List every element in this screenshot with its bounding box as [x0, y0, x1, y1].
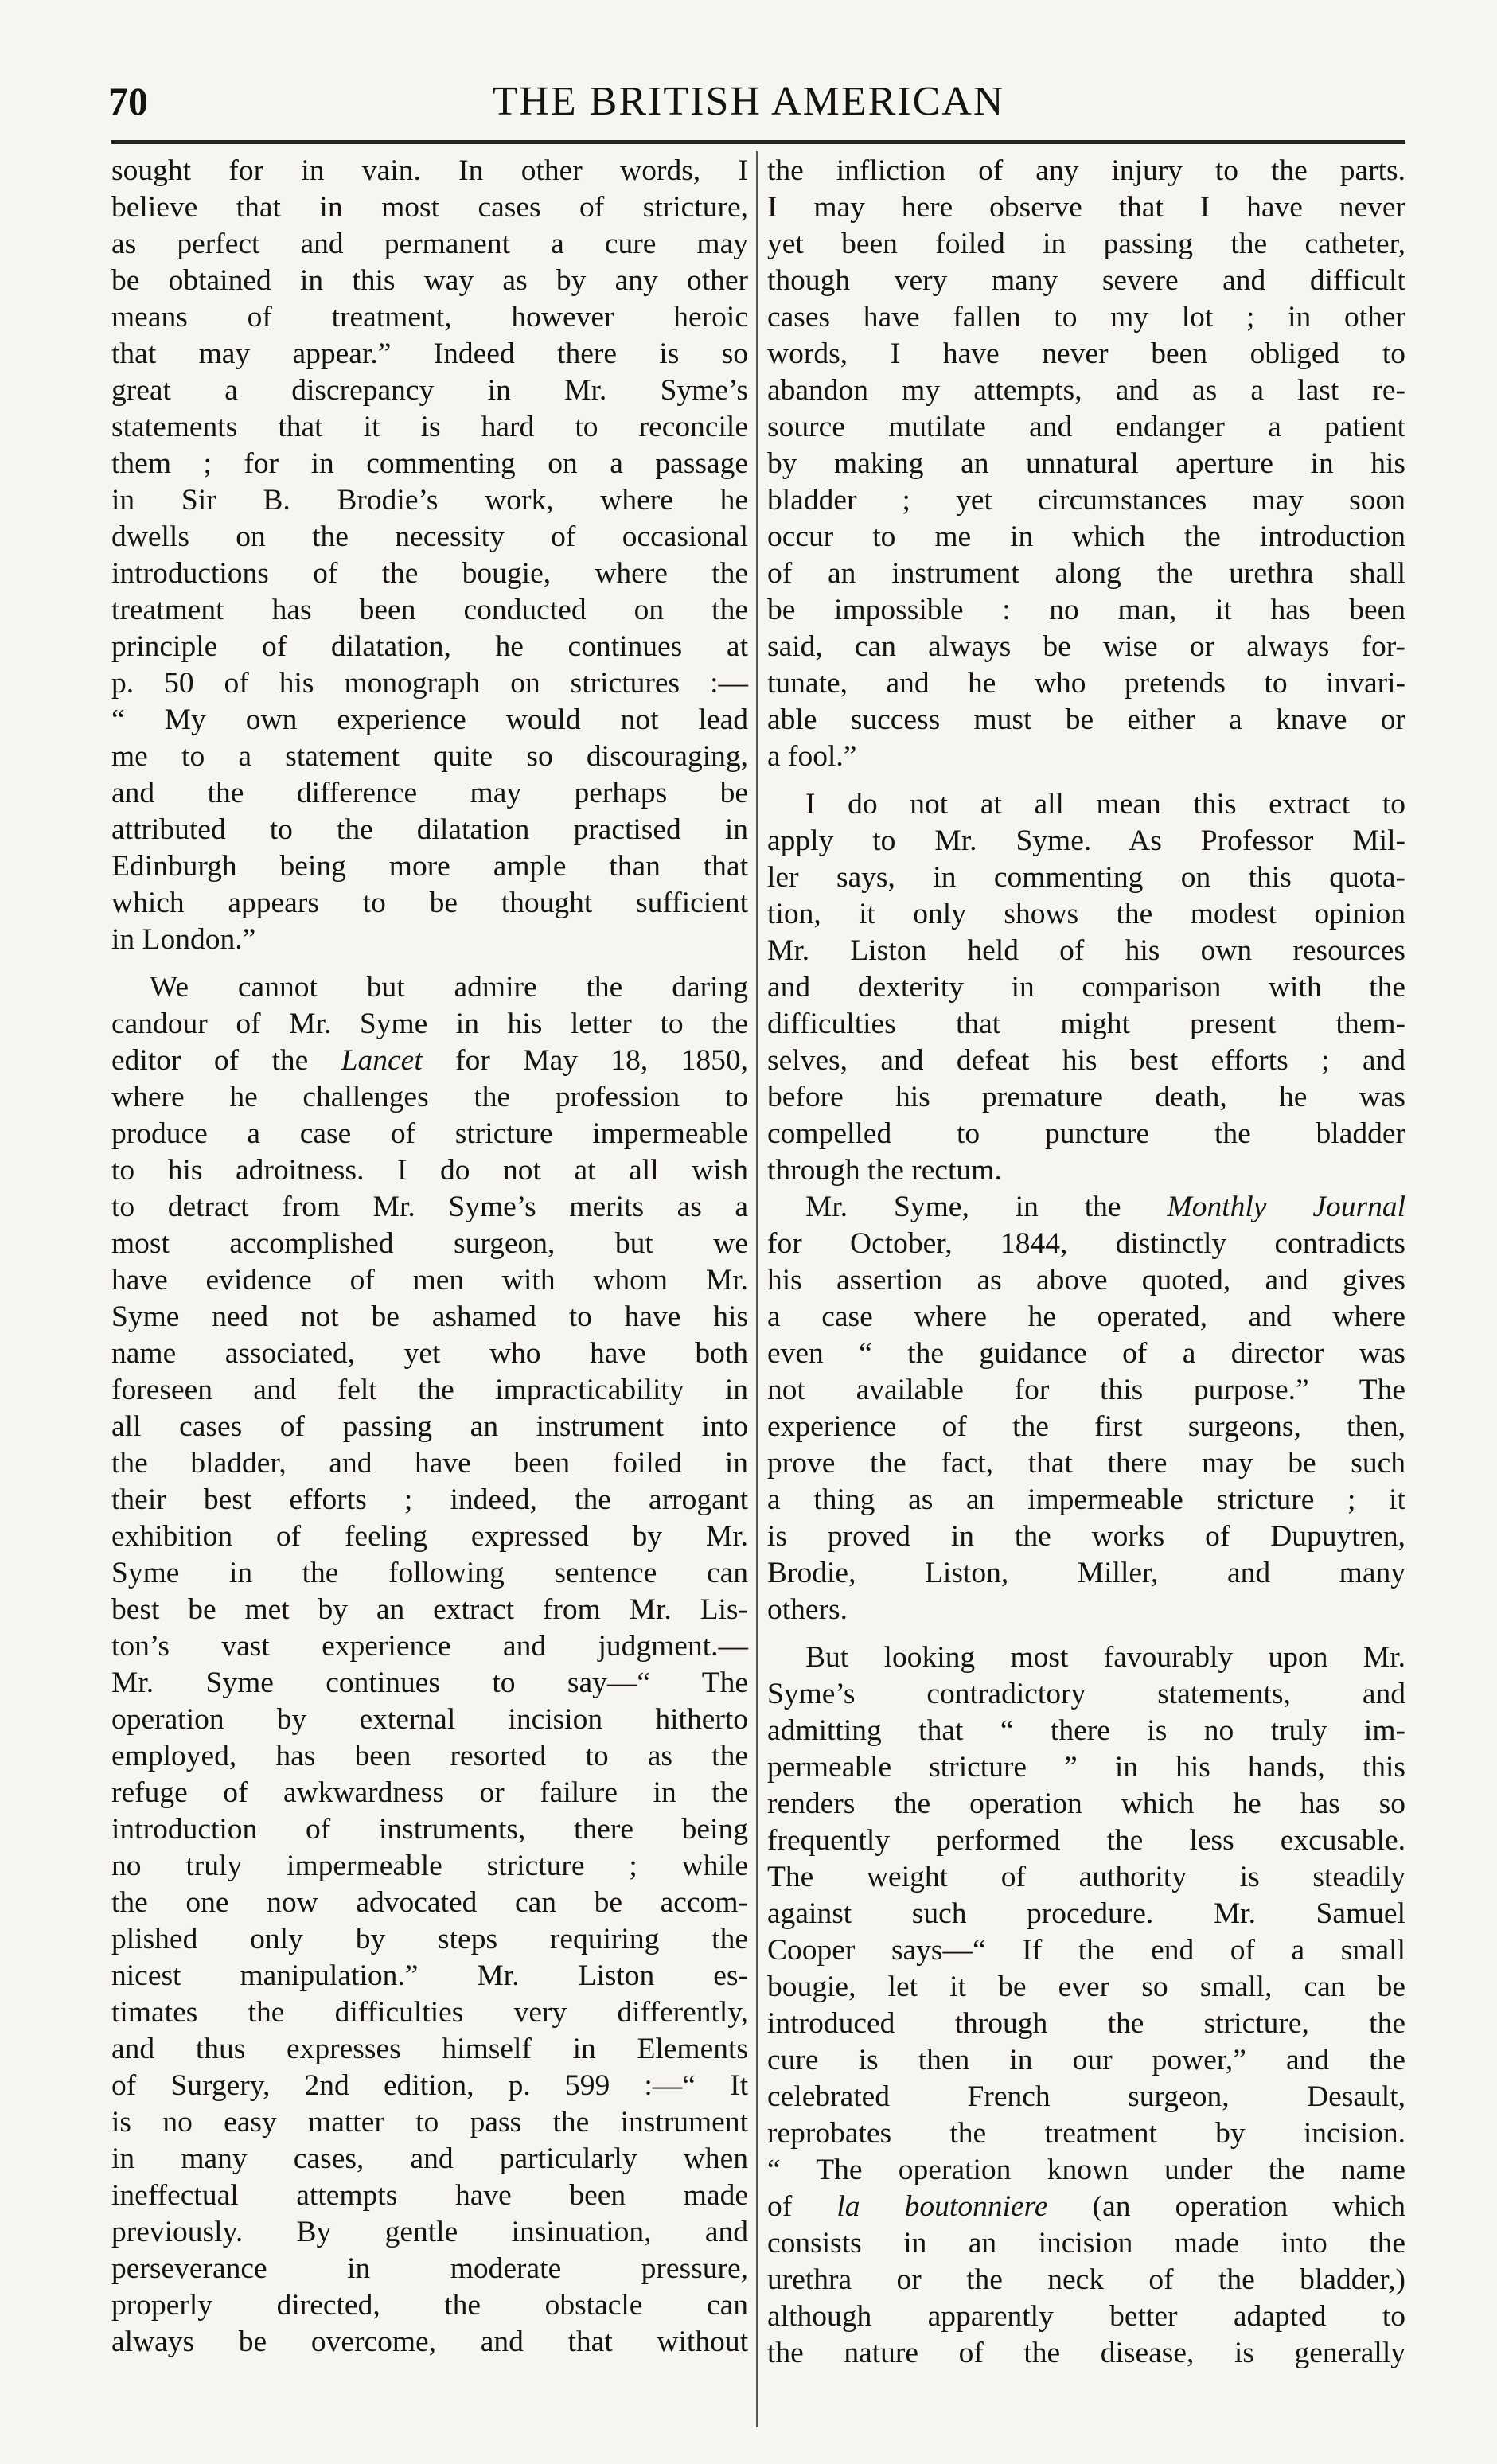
- text-line: plished only by steps requiring the: [111, 1923, 748, 1955]
- text-line: prove the fact, that there may be such: [767, 1447, 1405, 1480]
- text-line: cure is then in our power,” and the: [767, 2044, 1405, 2076]
- text-line: Mr. Liston held of his own resources: [767, 934, 1405, 967]
- text-line: frequently performed the less excusable.: [767, 1824, 1405, 1857]
- text-line: of an instrument along the urethra shall: [767, 557, 1405, 590]
- text-line: the infliction of any injury to the parts.: [767, 154, 1405, 187]
- text-line: introduced through the stricture, the: [767, 2007, 1405, 2040]
- text-line: of la boutonniere (an operation which: [767, 2190, 1406, 2223]
- text-line: compelled to puncture the bladder: [767, 1117, 1405, 1150]
- text-line: where he challenges the profession to: [111, 1081, 748, 1113]
- text-line: Cooper says—“ If the end of a small: [767, 1934, 1405, 1967]
- text-line: even “ the guidance of a director was: [767, 1337, 1405, 1370]
- text-line: introduction of instruments, there being: [111, 1813, 748, 1846]
- italic-title: Lancet: [341, 1044, 423, 1077]
- page-number: 70: [108, 79, 148, 123]
- text-line: p. 50 of his monograph on strictures :—: [111, 667, 748, 700]
- text-line: reprobates the treatment by incision.: [767, 2117, 1405, 2150]
- text-line: Mr. Syme continues to say—“ The: [111, 1667, 748, 1699]
- text-line: experience of the first surgeons, then,: [767, 1410, 1405, 1443]
- text-line: previously. By gentle insinuation, and: [111, 2216, 748, 2248]
- text-line: I may here observe that I have never: [767, 191, 1405, 224]
- text-line: said, can always be wise or always for-: [767, 630, 1405, 663]
- text-line: against such procedure. Mr. Samuel: [767, 1897, 1405, 1930]
- text-line: of Surgery, 2nd edition, p. 599 :—“ It: [111, 2069, 748, 2102]
- text-line: timates the difficulties very differently,: [111, 1996, 748, 2029]
- text-line: The weight of authority is steadily: [767, 1861, 1405, 1893]
- text-line: to detract from Mr. Syme’s merits as a: [111, 1191, 748, 1223]
- text-line: be impossible : no man, it has been: [767, 594, 1405, 626]
- italic-title: la boutonniere: [836, 2190, 1048, 2223]
- text-line: me to a statement quite so discouraging,: [111, 740, 748, 773]
- paragraph-gap: [767, 775, 1405, 786]
- text-line: abandon my attempts, and as a last re-: [767, 374, 1405, 407]
- text-line: properly directed, the obstacle can: [111, 2289, 748, 2322]
- text-line: Syme in the following sentence can: [111, 1557, 748, 1589]
- text-line: tion, it only shows the modest opinion: [767, 898, 1405, 930]
- text-line: Brodie, Liston, Miller, and many: [767, 1557, 1405, 1589]
- text-line: all cases of passing an instrument into: [111, 1410, 748, 1443]
- text-line: Edinburgh being more ample than that: [111, 850, 748, 883]
- text-line: have evidence of men with whom Mr.: [111, 1264, 748, 1296]
- text-line: and thus expresses himself in Elements: [111, 2033, 748, 2065]
- text-line: admitting that “ there is no truly im-: [767, 1714, 1405, 1747]
- text-line: not available for this purpose.” The: [767, 1374, 1405, 1406]
- text-line: that may appear.” Indeed there is so: [111, 337, 748, 370]
- text-line: urethra or the neck of the bladder,): [767, 2263, 1405, 2296]
- text-line: be obtained in this way as by any other: [111, 264, 748, 297]
- text-line: celebrated French surgeon, Desault,: [767, 2080, 1405, 2113]
- right-column: [767, 153, 1405, 2372]
- text-line: difficulties that might present them-: [767, 1008, 1405, 1040]
- text-line: best be met by an extract from Mr. Lis-: [111, 1593, 748, 1626]
- text-line: by making an unnatural aperture in his: [767, 447, 1405, 480]
- text-line: bladder ; yet circumstances may soon: [767, 484, 1405, 517]
- text-line: “ My own experience would not lead: [111, 704, 748, 736]
- text-line: although apparently better adapted to: [767, 2300, 1405, 2333]
- text-line: which appears to be thought sufficient: [111, 887, 748, 919]
- text-line: produce a case of stricture impermeable: [111, 1117, 748, 1150]
- column-divider: [756, 151, 758, 2427]
- text-line: means of treatment, however heroic: [111, 301, 748, 333]
- text-line: “ The operation known under the name: [767, 2154, 1405, 2186]
- text-line: Syme need not be ashamed to have his: [111, 1300, 748, 1333]
- text-line: selves, and defeat his best efforts ; and: [767, 1044, 1405, 1077]
- text-line: We cannot but admire the daring: [150, 971, 748, 1004]
- text-line: in Sir B. Brodie’s work, where he: [111, 484, 748, 517]
- text-line: permeable stricture ” in his hands, this: [767, 1751, 1405, 1784]
- text-line: a fool.”: [767, 740, 857, 773]
- header-rule: [111, 140, 1405, 144]
- text-line: in many cases, and particularly when: [111, 2142, 748, 2175]
- left-column: [111, 153, 748, 2361]
- text-line: apply to Mr. Syme. As Professor Mil-: [767, 825, 1405, 857]
- text-line: them ; for in commenting on a passage: [111, 447, 748, 480]
- text-line: as perfect and permanent a cure may: [111, 228, 748, 260]
- text-line: Syme’s contradictory statements, and: [767, 1678, 1405, 1710]
- text-line: introductions of the bougie, where the: [111, 557, 748, 590]
- text-line: statements that it is hard to reconcile: [111, 411, 748, 443]
- text-line: ler says, in commenting on this quota-: [767, 861, 1405, 894]
- running-title: THE BRITISH AMERICAN: [492, 79, 1005, 124]
- text-line: tunate, and he who pretends to invari-: [767, 667, 1405, 700]
- text-line: through the rectum.: [767, 1154, 1002, 1187]
- text-line: to his adroitness. I do not at all wish: [111, 1154, 748, 1187]
- text-line: principle of dilatation, he continues at: [111, 630, 748, 663]
- text-line: the nature of the disease, is generally: [767, 2337, 1405, 2369]
- text-line: nicest manipulation.” Mr. Liston es-: [111, 1959, 748, 1992]
- text-line: treatment has been conducted on the: [111, 594, 748, 626]
- text-line: dwells on the necessity of occasional: [111, 520, 748, 553]
- text-line: perseverance in moderate pressure,: [111, 2252, 748, 2285]
- text-line: Mr. Syme, in the Monthly Journal: [805, 1191, 1405, 1223]
- text-line: editor of the Lancet for May 18, 1850,: [111, 1044, 748, 1077]
- text-line: ineffectual attempts have been made: [111, 2179, 748, 2212]
- text-line: cases have fallen to my lot ; in other: [767, 301, 1405, 333]
- text-line: name associated, yet who have both: [111, 1337, 748, 1370]
- text-line: before his premature death, he was: [767, 1081, 1405, 1113]
- text-line: exhibition of feeling expressed by Mr.: [111, 1520, 748, 1553]
- text-line: foreseen and felt the impracticability in: [111, 1374, 748, 1406]
- text-line: though very many severe and difficult: [767, 264, 1405, 297]
- text-line: employed, has been resorted to as the: [111, 1740, 748, 1772]
- text-line: yet been foiled in passing the catheter,: [767, 228, 1405, 260]
- text-line: the one now advocated can be accom-: [111, 1886, 748, 1919]
- text-line: sought for in vain. In other words, I: [111, 154, 748, 187]
- text-line: and the difference may perhaps be: [111, 777, 748, 809]
- text-line: consists in an incision made into the: [767, 2227, 1405, 2259]
- text-line: great a discrepancy in Mr. Syme’s: [111, 374, 748, 407]
- text-line: always be overcome, and that without: [111, 2326, 748, 2358]
- text-line: and dexterity in comparison with the: [767, 971, 1405, 1004]
- text-line: in London.”: [111, 923, 256, 956]
- text-line: operation by external incision hitherto: [111, 1703, 748, 1736]
- text-line: refuge of awkwardness or failure in the: [111, 1776, 748, 1809]
- text-line: their best efforts ; indeed, the arrogant: [111, 1483, 748, 1516]
- text-line: most accomplished surgeon, but we: [111, 1227, 748, 1260]
- text-line: attributed to the dilatation practised in: [111, 813, 748, 846]
- text-line: ton’s vast experience and judgment.—: [111, 1630, 748, 1663]
- text-line: believe that in most cases of stricture,: [111, 191, 748, 224]
- text-line: candour of Mr. Syme in his letter to the: [111, 1008, 748, 1040]
- text-line: others.: [767, 1593, 848, 1626]
- text-line: his assertion as above quoted, and gives: [767, 1264, 1405, 1296]
- text-line: able success must be either a knave or: [767, 704, 1405, 736]
- text-line: a case where he operated, and where: [767, 1300, 1405, 1333]
- text-line: source mutilate and endanger a patient: [767, 411, 1405, 443]
- italic-title: Monthly Journal: [1167, 1191, 1405, 1223]
- text-line: for October, 1844, distinctly contradicts: [767, 1227, 1405, 1260]
- text-line: But looking most favourably upon Mr.: [805, 1641, 1405, 1674]
- text-line: is no easy matter to pass the instrument: [111, 2106, 748, 2138]
- paragraph-gap: [111, 958, 748, 969]
- paragraph-gap: [767, 1628, 1405, 1639]
- text-line: occur to me in which the introduction: [767, 520, 1405, 553]
- text-line: a thing as an impermeable stricture ; it: [767, 1483, 1405, 1516]
- text-line: is proved in the works of Dupuytren,: [767, 1520, 1405, 1553]
- text-line: the bladder, and have been foiled in: [111, 1447, 748, 1480]
- text-line: renders the operation which he has so: [767, 1788, 1405, 1820]
- text-line: I do not at all mean this extract to: [805, 788, 1405, 821]
- text-line: no truly impermeable stricture ; while: [111, 1850, 748, 1882]
- text-line: bougie, let it be ever so small, can be: [767, 1971, 1405, 2003]
- text-line: words, I have never been obliged to: [767, 337, 1405, 370]
